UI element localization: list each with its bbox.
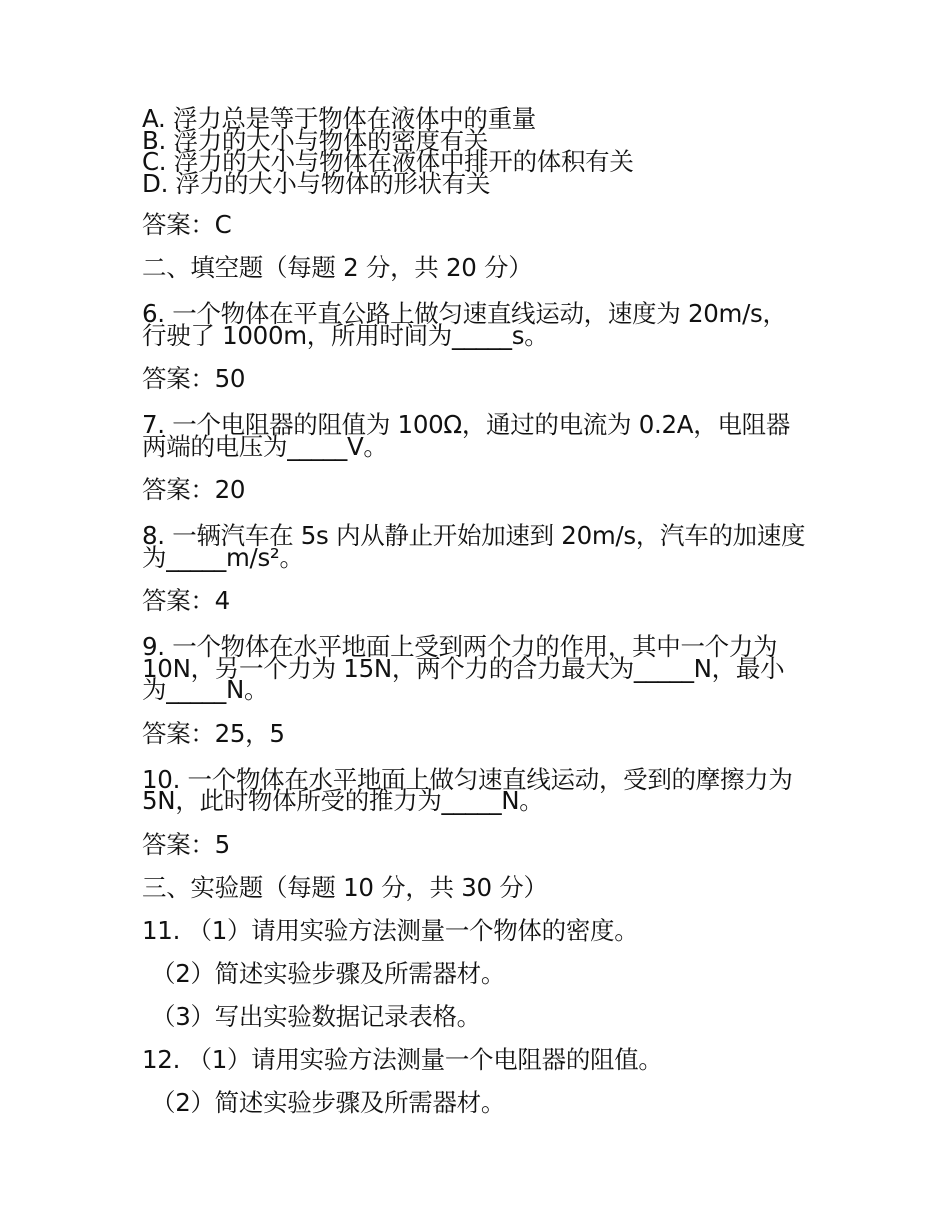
- question-10: [142, 764, 822, 815]
- answer-q7: 答案：20: [142, 475, 246, 504]
- question-6-line-2: 行驶了 1000m，所用时间为_____s。: [142, 320, 549, 350]
- answer-q8: 答案：4: [142, 586, 230, 615]
- question-7-line-1: 7. 一个电阻器的阻值为 100Ω，通过的电流为 0.2A，电阻器: [142, 410, 791, 439]
- question-10-line-2: 5N，此时物体所受的推力为_____N。: [142, 786, 544, 815]
- question-12-part-1: 12. （1）请用实验方法测量一个电阻器的阻值。: [142, 1044, 663, 1074]
- choice-options: [142, 104, 822, 198]
- option-c: C. 浮力的大小与物体在液体中排开的体积有关: [142, 147, 634, 176]
- question-8-line-2: 为_____m/s²。: [142, 542, 304, 572]
- question-8-line-1: 8. 一辆汽车在 5s 内从静止开始加速到 20m/s，汽车的加速度: [142, 521, 806, 550]
- question-7-line-2: 两端的电压为_____V。: [142, 431, 388, 461]
- section-2-title: 二、填空题（每题 2 分，共 20 分）: [142, 253, 533, 282]
- option-a: A. 浮力总是等于物体在液体中的重量: [142, 104, 537, 133]
- question-11-part-3: （3）写出实验数据记录表格。: [151, 1001, 481, 1031]
- section-3-title: 三、实验题（每题 10 分，共 30 分）: [142, 872, 548, 902]
- answer-q6: 答案：50: [142, 364, 246, 393]
- question-9-line-2: 10N，另一个力为 15N，两个力的合力最大为_____N，最小: [142, 653, 785, 683]
- question-10-line-1: 10. 一个物体在水平地面上做匀速直线运动，受到的摩擦力为: [142, 764, 793, 794]
- exam-page: [142, 104, 822, 1118]
- question-6: [142, 299, 822, 350]
- option-b: B. 浮力的大小与物体的密度有关: [142, 125, 489, 155]
- question-8: [142, 521, 822, 572]
- answer-q10: 答案：5: [142, 829, 230, 859]
- question-9-line-1: 9. 一个物体在水平地面上受到两个力的作用，其中一个力为: [142, 632, 778, 661]
- answer-q5: 答案：C: [142, 210, 232, 239]
- question-9: [142, 632, 822, 704]
- option-d: D. 浮力的大小与物体的形状有关: [142, 168, 491, 198]
- answer-q9: 答案：25，5: [142, 718, 285, 748]
- question-9-line-3: 为_____N。: [142, 675, 269, 704]
- question-11-part-2: （2）简述实验步骤及所需器材。: [151, 958, 506, 988]
- question-6-line-1: 6. 一个物体在平直公路上做匀速直线运动，速度为 20m/s，: [142, 299, 787, 328]
- question-12-part-2: （2）简述实验步骤及所需器材。: [151, 1087, 506, 1117]
- question-7: [142, 410, 822, 461]
- question-11-part-1: 11. （1）请用实验方法测量一个物体的密度。: [142, 915, 639, 945]
